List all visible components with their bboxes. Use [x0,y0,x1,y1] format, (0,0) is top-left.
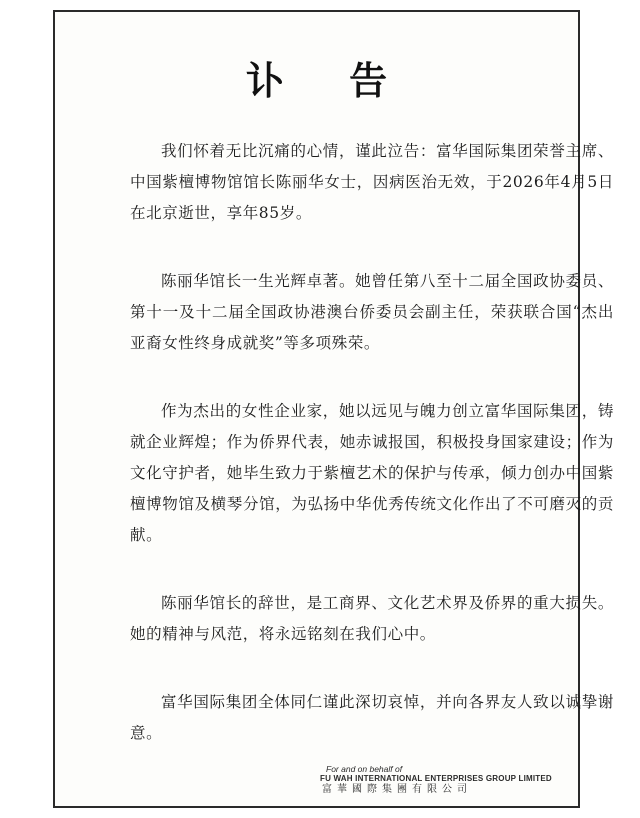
signature-on-behalf: For and on behalf of [326,764,403,774]
notice-title: 讣 告 [245,59,414,103]
signature-company-chinese: 富華國際集團有限公司 [322,784,472,795]
paragraph-announcement: 我们怀着无比沉痛的心情，谨此泣告：富华国际集团荣誉主席、中国紫檀博物馆馆长陈丽华女士，因病医治无效，于2026年4月5日在北京逝世，享年85岁。 [130,142,614,222]
signature-company-english: FU WAH INTERNATIONAL ENTERPRISES GROUP LIMITED [320,774,552,783]
company-signature-stamp [320,764,552,796]
notice-page [53,10,614,808]
notice-body [130,136,614,786]
paragraph-achievements: 作为杰出的女性企业家，她以远见与魄力创立富华国际集团，铸就企业辉煌；作为侨界代表，她赤诚报国，积极投身国家建设；作为文化守护者，她毕生致力于紫檀艺术的保护与传承，倾力创办中国紫檀博物馆及横琴分馆，为弘扬中华优秀传统文化作出了不可磨灭的贡献。 [130,402,614,544]
paragraph-condolence: 富华国际集团全体同仁谨此深切哀悼，并向各界友人致以诚挚谢意。 [130,693,614,742]
paragraph-honors: 陈丽华馆长一生光辉卓著。她曾任第八至十二届全国政协委员、第十一及十二届全国政协港澳台侨委员会副主任，荣获联合国“杰出亚裔女性终身成就奖”等多项殊荣。 [130,272,614,352]
paragraph-loss: 陈丽华馆长的辞世，是工商界、文化艺术界及侨界的重大损失。她的精神与风范，将永远铭刻在我们心中。 [130,594,614,643]
